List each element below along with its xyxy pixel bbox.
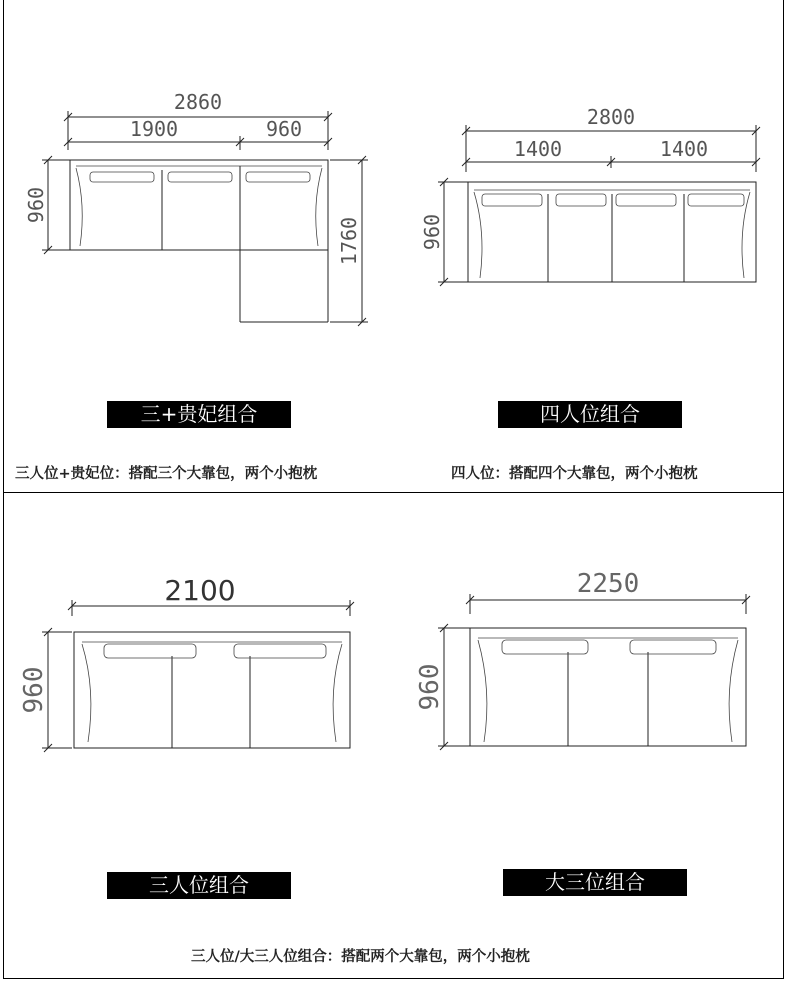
dim-seat-1900: 1900 bbox=[129, 117, 179, 141]
sofa-four-seater-drawing bbox=[420, 105, 760, 286]
dim-overall-2860: 2860 bbox=[173, 90, 223, 114]
caption-three-seater-combo: 三人位/大三人位组合：搭配两个大靠包，两个小抱枕 bbox=[191, 949, 530, 965]
label-three-plus-chaise: 三+贵妃组合 bbox=[107, 401, 291, 428]
label-big-three-seater: 大三位组合 bbox=[503, 869, 687, 896]
label-three-seater: 三人位组合 bbox=[107, 872, 291, 899]
dim-chaise-960: 960 bbox=[265, 117, 303, 141]
sofa-three-plus-chaise-drawing bbox=[24, 90, 368, 326]
dim-depth-960: 960 bbox=[19, 666, 49, 714]
dim-half-right-1400: 1400 bbox=[659, 137, 709, 161]
caption-three-plus-chaise: 三人位+贵妃位：搭配三个大靠包，两个小抱枕 bbox=[15, 466, 318, 482]
dim-overall-2100: 2100 bbox=[164, 574, 236, 607]
dim-overall-2800: 2800 bbox=[586, 105, 636, 129]
caption-four-seater: 四人位：搭配四个大靠包，两个小抱枕 bbox=[451, 466, 698, 482]
dim-overall-2250: 2250 bbox=[576, 569, 640, 599]
label-four-seater: 四人位组合 bbox=[498, 401, 682, 428]
dim-depth-960: 960 bbox=[24, 186, 48, 224]
dim-depth-960: 960 bbox=[415, 663, 445, 711]
dim-depth-960: 960 bbox=[420, 213, 444, 251]
dim-chaise-1760: 1760 bbox=[337, 216, 361, 266]
sofa-big-three-seater-drawing bbox=[415, 569, 750, 750]
sofa-three-seater-drawing bbox=[19, 574, 354, 752]
dim-half-left-1400: 1400 bbox=[513, 137, 563, 161]
